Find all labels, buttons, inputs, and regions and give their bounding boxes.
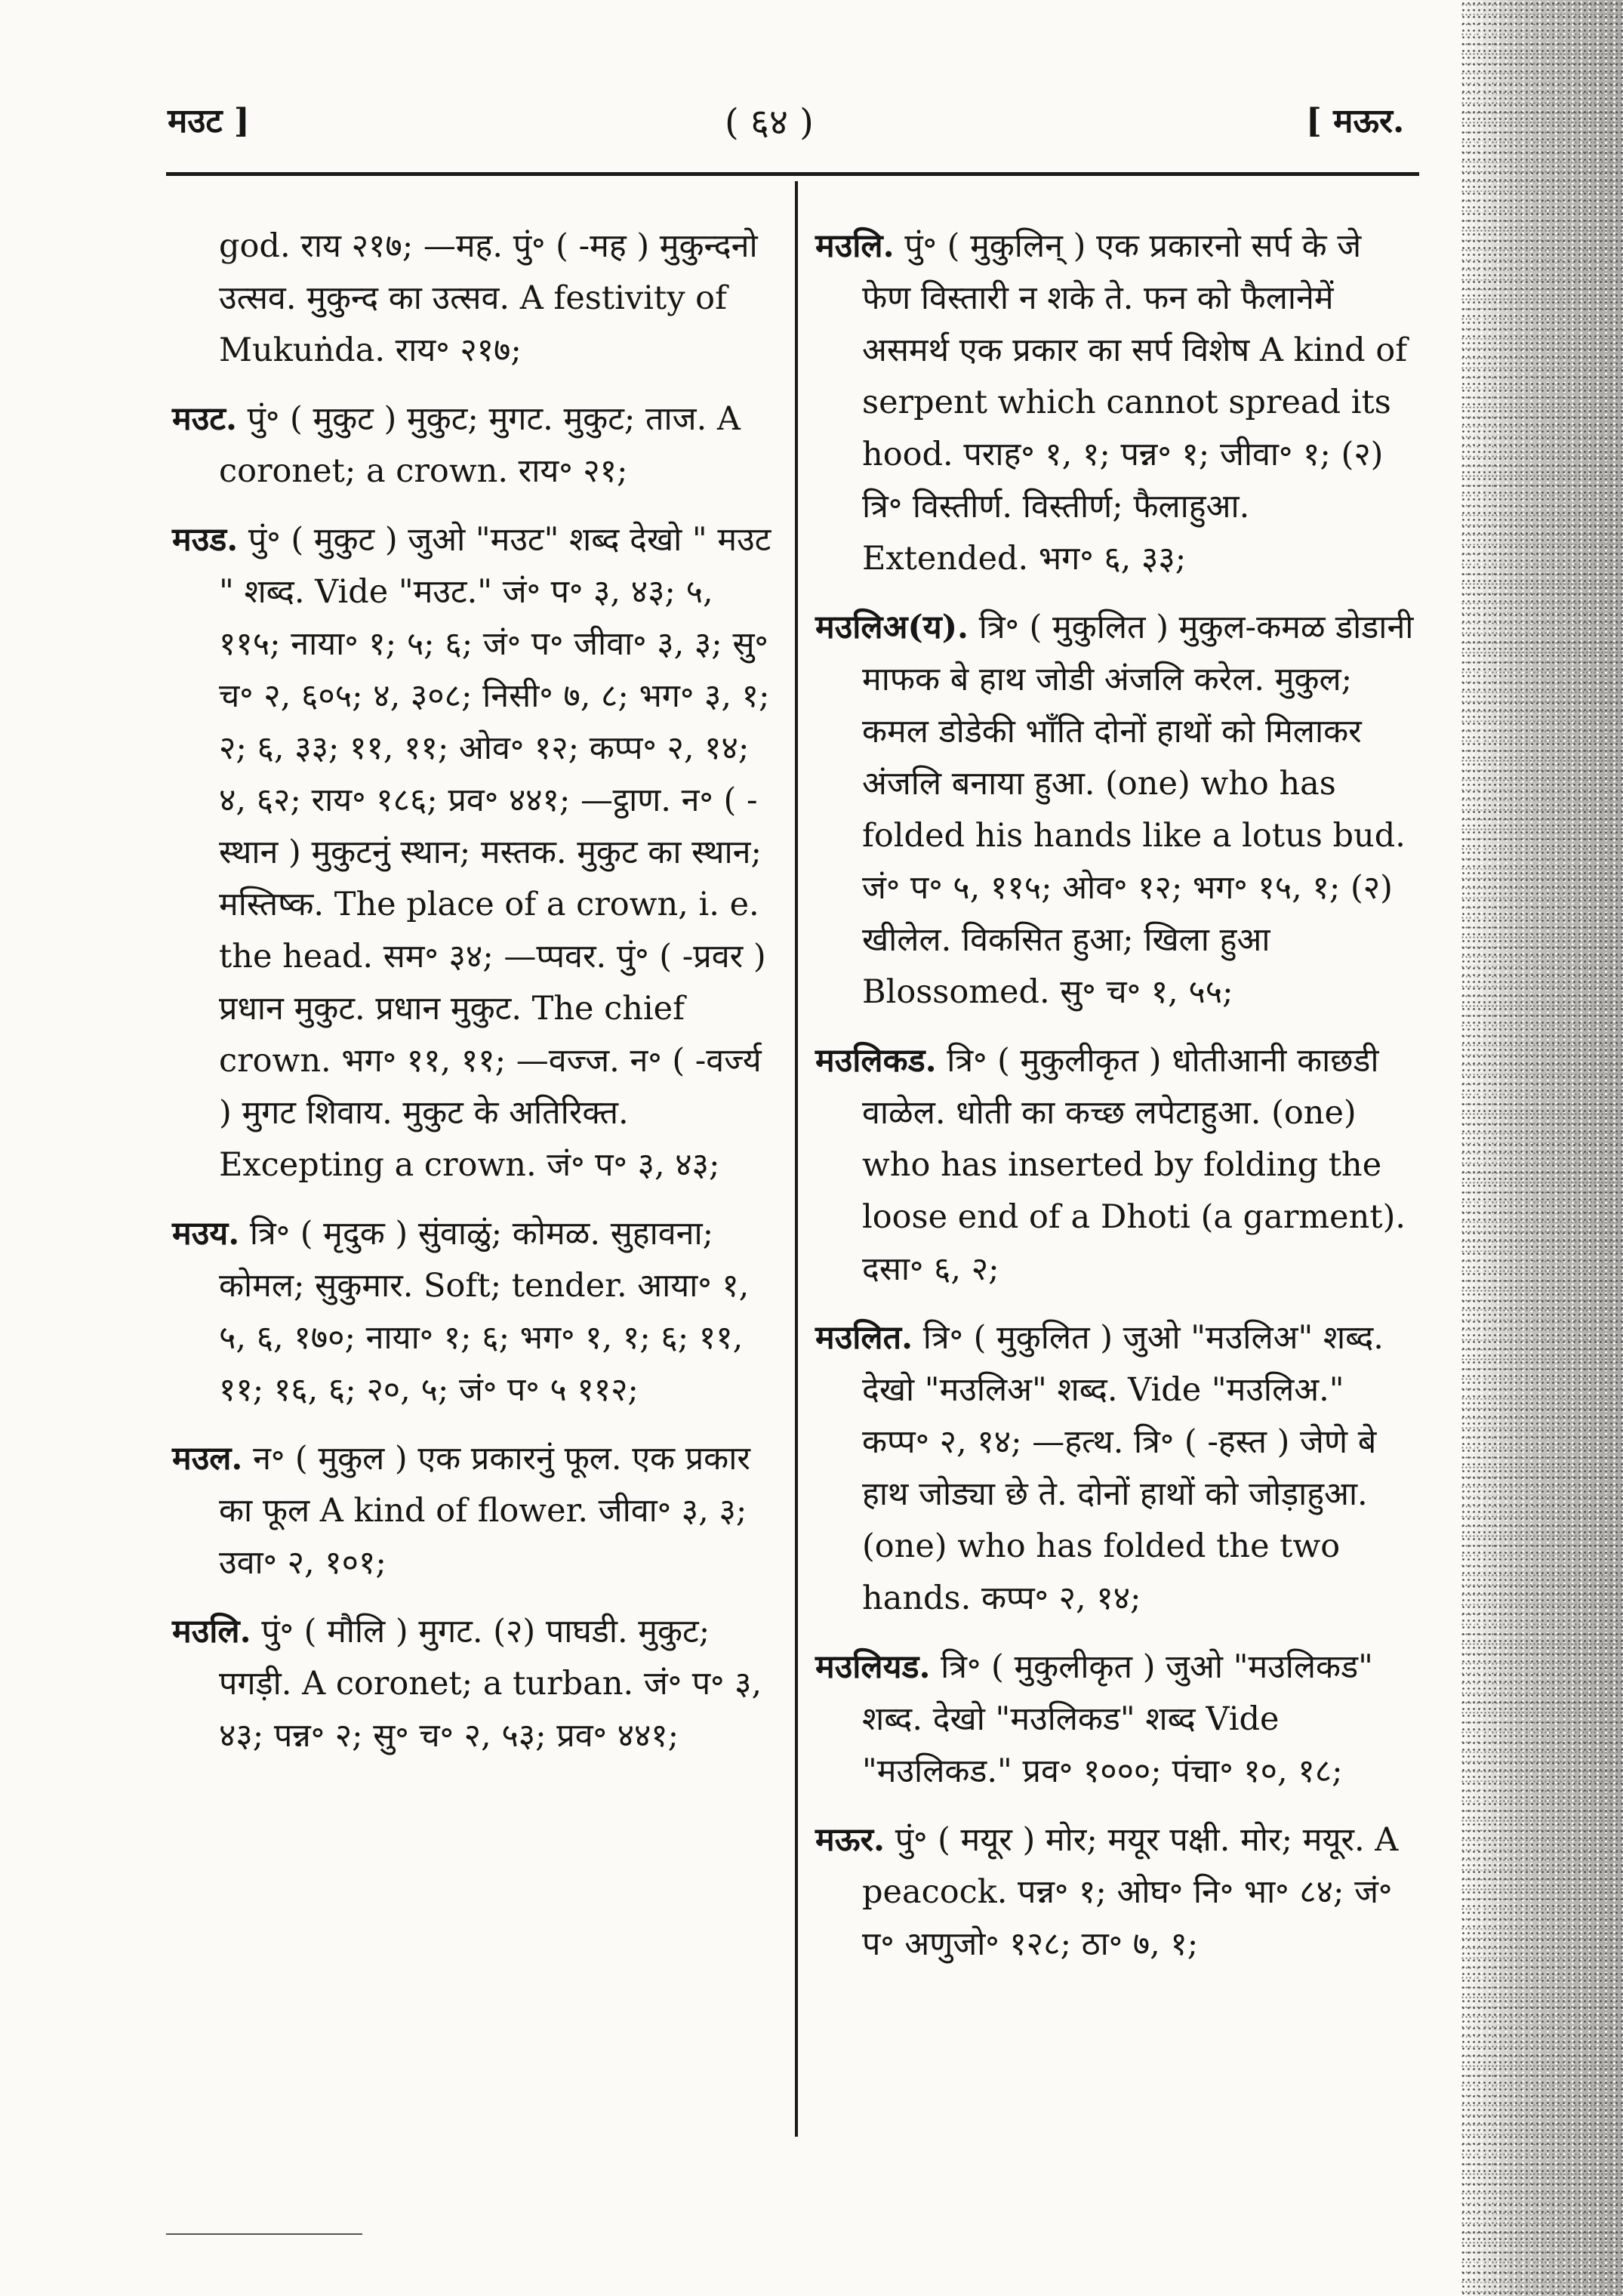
scan-edge-shadow (1461, 0, 1623, 2296)
dictionary-entry (815, 1641, 1419, 1798)
entry-body: पुं॰ ( मुकुट ) मुकुट; मुगट. मुकुट; ताज. A coronet; a crown. राय॰ २१; (219, 400, 741, 490)
entry-headword: मउलियड. (815, 1648, 931, 1686)
entry-headword: मऊर. (815, 1821, 885, 1859)
entry-headword: मउल. (172, 1440, 243, 1478)
footer-rule (166, 2233, 362, 2235)
entry-headword: मउलित. (815, 1319, 913, 1357)
entry-headword: मउलि. (815, 227, 895, 265)
entry-body: न॰ ( मुकुल ) एक प्रकारनुं फूल. एक प्रकार का फूल A kind of flower. जीवा॰ ३, ३; उवा॰ २, १०१; (219, 1440, 750, 1582)
header-left-guideword: मउट ] (168, 102, 250, 140)
entry-body: त्रि॰ ( मुकुलीकृत ) जुओ "मउलिकड" शब्द. देखो "मउलिकड" शब्द Vide "मउलिकड." प्रव॰ १०००; पंचा॰ १०, १८; (862, 1648, 1373, 1790)
dictionary-entry (815, 1312, 1419, 1625)
dictionary-entry (815, 220, 1419, 585)
column-divider (795, 181, 798, 2137)
header-rule (166, 172, 1419, 176)
dictionary-entry (172, 1606, 776, 1762)
header-right-guideword: [ मऊर. (1306, 102, 1405, 140)
entry-headword: मउलिकड. (815, 1042, 937, 1080)
entry-body: पुं॰ ( मुकुट ) जुओ "मउट" शब्द देखो " मउट " शब्द. Vide "मउट." जं॰ प॰ ३, ४३; ५, ११५; नाया॰ १; ५; ६; जं॰ प॰ जीवा॰ ३, ३; सु॰ च॰ २, ६०५; ४, ३०८; निसी॰ ७, ८; भग॰ ३, १; २; ६, ३३; ११, ११; ओव॰ १२; कप्प॰ २, १४; ४, ६२; राय॰ १८६; प्रव॰ ४४१; —ट्ठाण. न॰ ( -स्थान ) मुकुटनुं स्थान; मस्तक. मुकुट का स्थान; मस्तिष्क. The place of a crown, i. e. the head. सम॰ ३४; —प्पवर. पुं॰ ( -प्रवर ) प्रधान मुकुट. प्रधान मुकुट. The chief crown. भग॰ ११, ११; —वज्ज. न॰ ( -वर्ज्य ) मुगट शिवाय. मुकुट के अतिरिक्त. Excepting a crown. जं॰ प॰ ३, ४३; (219, 521, 771, 1184)
dictionary-entry (172, 1433, 776, 1589)
entry-body: पुं॰ ( मुकुलिन् ) एक प्रकारनो सर्प के जे फेण विस्तारी न शके ते. फन को फैलानेमें असमर्थ एक प्रकार का सर्प विशेष A kind of serpent which cannot spread its hood. पराह॰ १, १; पन्न॰ १; जीवा॰ १; (२) त्रि॰ विस्तीर्ण. विस्तीर्ण; फैलाहुआ. Extended. भग॰ ६, ३३; (862, 227, 1408, 578)
entry-body: त्रि॰ ( मुकुलीकृत ) धोतीआनी काछडी वाळेल. धोती का कच्छ लपेटाहुआ. (one) who has inserted by folding the loose end of a Dhoti (a garment). दसा॰ ६, २; (862, 1042, 1406, 1288)
dictionary-entry (172, 514, 776, 1191)
entry-headword: मउय. (172, 1215, 240, 1253)
dictionary-entry (172, 1208, 776, 1416)
entry-headword: मउट. (172, 400, 237, 438)
entry-body: पुं॰ ( मयूर ) मोर; मयूर पक्षी. मोर; मयूर. A peacock. पन्न॰ १; ओघ॰ नि॰ भा॰ ८४; जं॰ प॰ अणुजो॰ १२८; ठा॰ ७, १; (862, 1821, 1399, 1963)
dictionary-entry (815, 1035, 1419, 1296)
continuation-text: god. राय २१७; —मह. पुं॰ ( -मह ) मुकुन्दनो उत्सव. मुकुन्द का उत्सव. A festivity of Mukuṅda. राय॰ २१७; (219, 227, 758, 369)
page-number: ( ६४ ) (725, 101, 814, 143)
entry-body: त्रि॰ ( मृदुक ) सुंवाळुं; कोमळ. सुहावना; कोमल; सुकुमार. Soft; tender. आया॰ १, ५, ६, १७०; नाया॰ १; ६; भग॰ १, १; ६; ११, ११; १६, ६; २०, ५; जं॰ प॰ ५ ११२; (219, 1215, 750, 1409)
left-column (172, 220, 776, 1779)
entry-body: त्रि॰ ( मुकुलित ) मुकुल-कमळ डोडानी माफक बे हाथ जोडी अंजलि करेल. मुकुल; कमल डोडेकी भाँति दोनों हाथों को मिलाकर अंजलि बनाया हुआ. (one) who has folded his hands like a lotus bud. जं॰ प॰ ५, ११५; ओव॰ १२; भग॰ १५, १; (२) खीलेल. विकसित हुआ; खिला हुआ Blossomed. सु॰ च॰ १, ५५; (862, 609, 1414, 1011)
entry-headword: मउड. (172, 521, 239, 559)
dictionary-entry (815, 602, 1419, 1019)
entry-body: पुं॰ ( मौलि ) मुगट. (२) पाघडी. मुकुट; पगड़ी. A coronet; a turban. जं॰ प॰ ३, ४३; पन्न॰ २; सु॰ च॰ २, ५३; प्रव॰ ४४१; (219, 1613, 762, 1755)
entry-headword: मउलि. (172, 1613, 251, 1650)
dictionary-entry (815, 1814, 1419, 1971)
entry-headword: मउलिअ(य). (815, 609, 969, 646)
right-column (815, 220, 1419, 1987)
entry-body: त्रि॰ ( मुकुलित ) जुओ "मउलिअ" शब्द. देखो "मउलिअ" शब्द. Vide "मउलिअ." कप्प॰ २, १४; —हत्थ. त्रि॰ ( -हस्त ) जेणे बे हाथ जोड्या छे ते. दोनों हाथों को जोड़ाहुआ. (one) who has folded the two hands. कप्प॰ २, १४; (862, 1319, 1384, 1617)
dictionary-entry (172, 393, 776, 498)
